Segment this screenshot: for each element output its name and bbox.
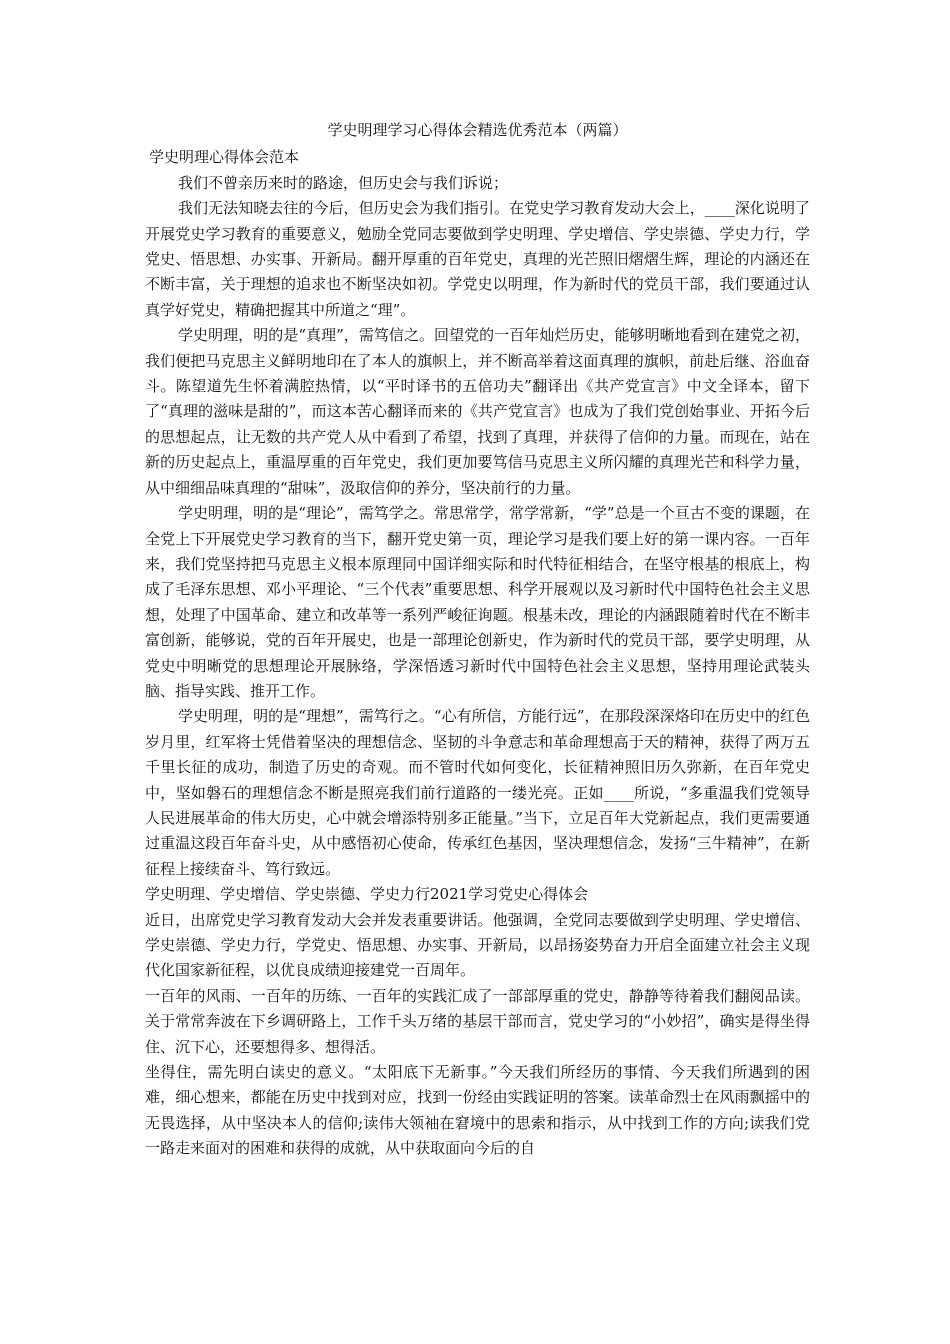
section-1-paragraph-4: 学史明理，明的是“理论”，需笃学之。常思常学，常学常新，“学”总是一个亘古不变的课题，在全党上下开展党史学习教育的当下，翻开党史第一页，理论学习是我们要上好的第一课内容。一百年来，我们党坚持把马克思主义根本原理同中国详细实际和时代特征相结合，在坚守根基的根底上，构成了毛泽东思想、邓小平理论、“三个代表”重要思想、科学开展观以及习新时代中国特色社会主义思想，处理了中国革命、建立和改革等一系列严峻征询题。根基未改，理论的内涵跟随着时代在不断丰富创新，能够说，党的百年开展史，也是一部理论创新史，作为新时代的党员干部，要学史明理，从党史中明晰党的思想理论开展脉络，学深悟透习新时代中国特色社会主义思想，坚持用理论武装头脑、指导实践、推开工作。 (145, 504, 810, 700)
document-title: 学史明理学习心得体会精选优秀范本（两篇） (327, 121, 628, 139)
section-1-paragraph-2: 我们无法知晓去往的今后，但历史会为我们指引。在党史学习教育发动大会上，____深化说明了开展党史学习教育的重要意义，勉励全党同志要做到学史明理、学史增信、学史崇德、学史力行，学党史、悟思想、办实事、开新局。翻开厚重的百年党史，真理的光芒照旧熠熠生辉，理论的内涵还在不断丰富，关于理想的追求也不断坚决如初。学党史以明理，作为新时代的党员干部，我们要通过认真学好党史，精确把握其中所道之“理”。 (145, 199, 810, 319)
section-1-paragraph-5: 学史明理，明的是“理想”，需笃行之。“心有所信，方能行远”，在那段深深烙印在历史中的红色岁月里，红军将士凭借着坚决的理想信念、坚韧的斗争意志和革命理想高于天的精神，获得了两万五千里长征的成功，制造了历史的奇观。而不管时代如何变化，长征精神照旧历久弥新，在百年党史中，坚如磐石的理想信念不断是照亮我们前行道路的一缕光亮。正如____所说，“多重温我们党领导人民进展革命的伟大历史，心中就会增添特别多正能量。”当下，立足百年大党新起点，我们更需要通过重温这段百年奋斗史，从中感悟初心使命，传承红色基因，坚决理想信念，发扬“三牛精神”，在新征程上接续奋斗、笃行致远。 (145, 707, 810, 878)
section-2-heading: 学史明理、学史增信、学史崇德、学史力行2021学习党史心得体会 (145, 885, 589, 904)
section-1-paragraph-3: 学史明理，明的是“真理”，需笃信之。回望党的一百年灿烂历史，能够明晰地看到在建党之初，我们便把马克思主义鲜明地印在了本人的旗帜上，并不断高举着这面真理的旗帜，前赴后继、浴血奋斗。陈望道先生怀着满腔热情，以“平时译书的五倍功夫”翻译出《共产党宣言》中文全译本，留下了“真理的滋味是甜的”，而这本苦心翻译而来的《共产党宣言》也成为了我们党创始事业、开拓今后的思想起点，让无数的共产党人从中看到了希望，找到了真理，并获得了信仰的力量。而现在，站在新的历史起点上，重温厚重的百年党史，我们更加要笃信马克思主义所闪耀的真理光芒和科学力量，从中细细品味真理的“甜味”，汲取信仰的养分，坚决前行的力量。 (145, 326, 810, 497)
section-1-heading: 学史明理心得体会范本 (149, 148, 300, 167)
document-page (145, 118, 810, 1162)
section-1-paragraph-1: 我们不曾亲历来时的路途，但历史会与我们诉说； (178, 173, 509, 192)
section-2-paragraph-3: 坐得住，需先明白读史的意义。“太阳底下无新事。”今天我们所经历的事情、今天我们所遇到的困难，细心想来，都能在历史中找到对应，找到一份经由实践证明的答案。读革命烈士在风雨飘摇中的无畏选择，从中坚决本人的信仰;读伟大领袖在窘境中的思索和指示，从中找到工作的方向;读我们党一路走来面对的困难和获得的成就，从中获取面向今后的自 (145, 1063, 810, 1158)
section-2-paragraph-2: 一百年的风雨、一百年的历练、一百年的实践汇成了一部部厚重的党史，静静等待着我们翻阅品读。关于常常奔波在下乡调研路上，工作千头万绪的基层干部而言，党史学习的“小妙招”，确实是得坐得住、沉下心，还要想得多、想得活。 (145, 986, 810, 1056)
section-2-paragraph-1: 近日，出席党史学习教育发动大会并发表重要讲话。他强调，全党同志要做到学史明理、学史增信、学史崇德、学史力行，学党史、悟思想、办实事、开新局，以昂扬姿势奋力开启全面建立社会主义现代化国家新征程，以优良成绩迎接建党一百周年。 (145, 910, 810, 980)
